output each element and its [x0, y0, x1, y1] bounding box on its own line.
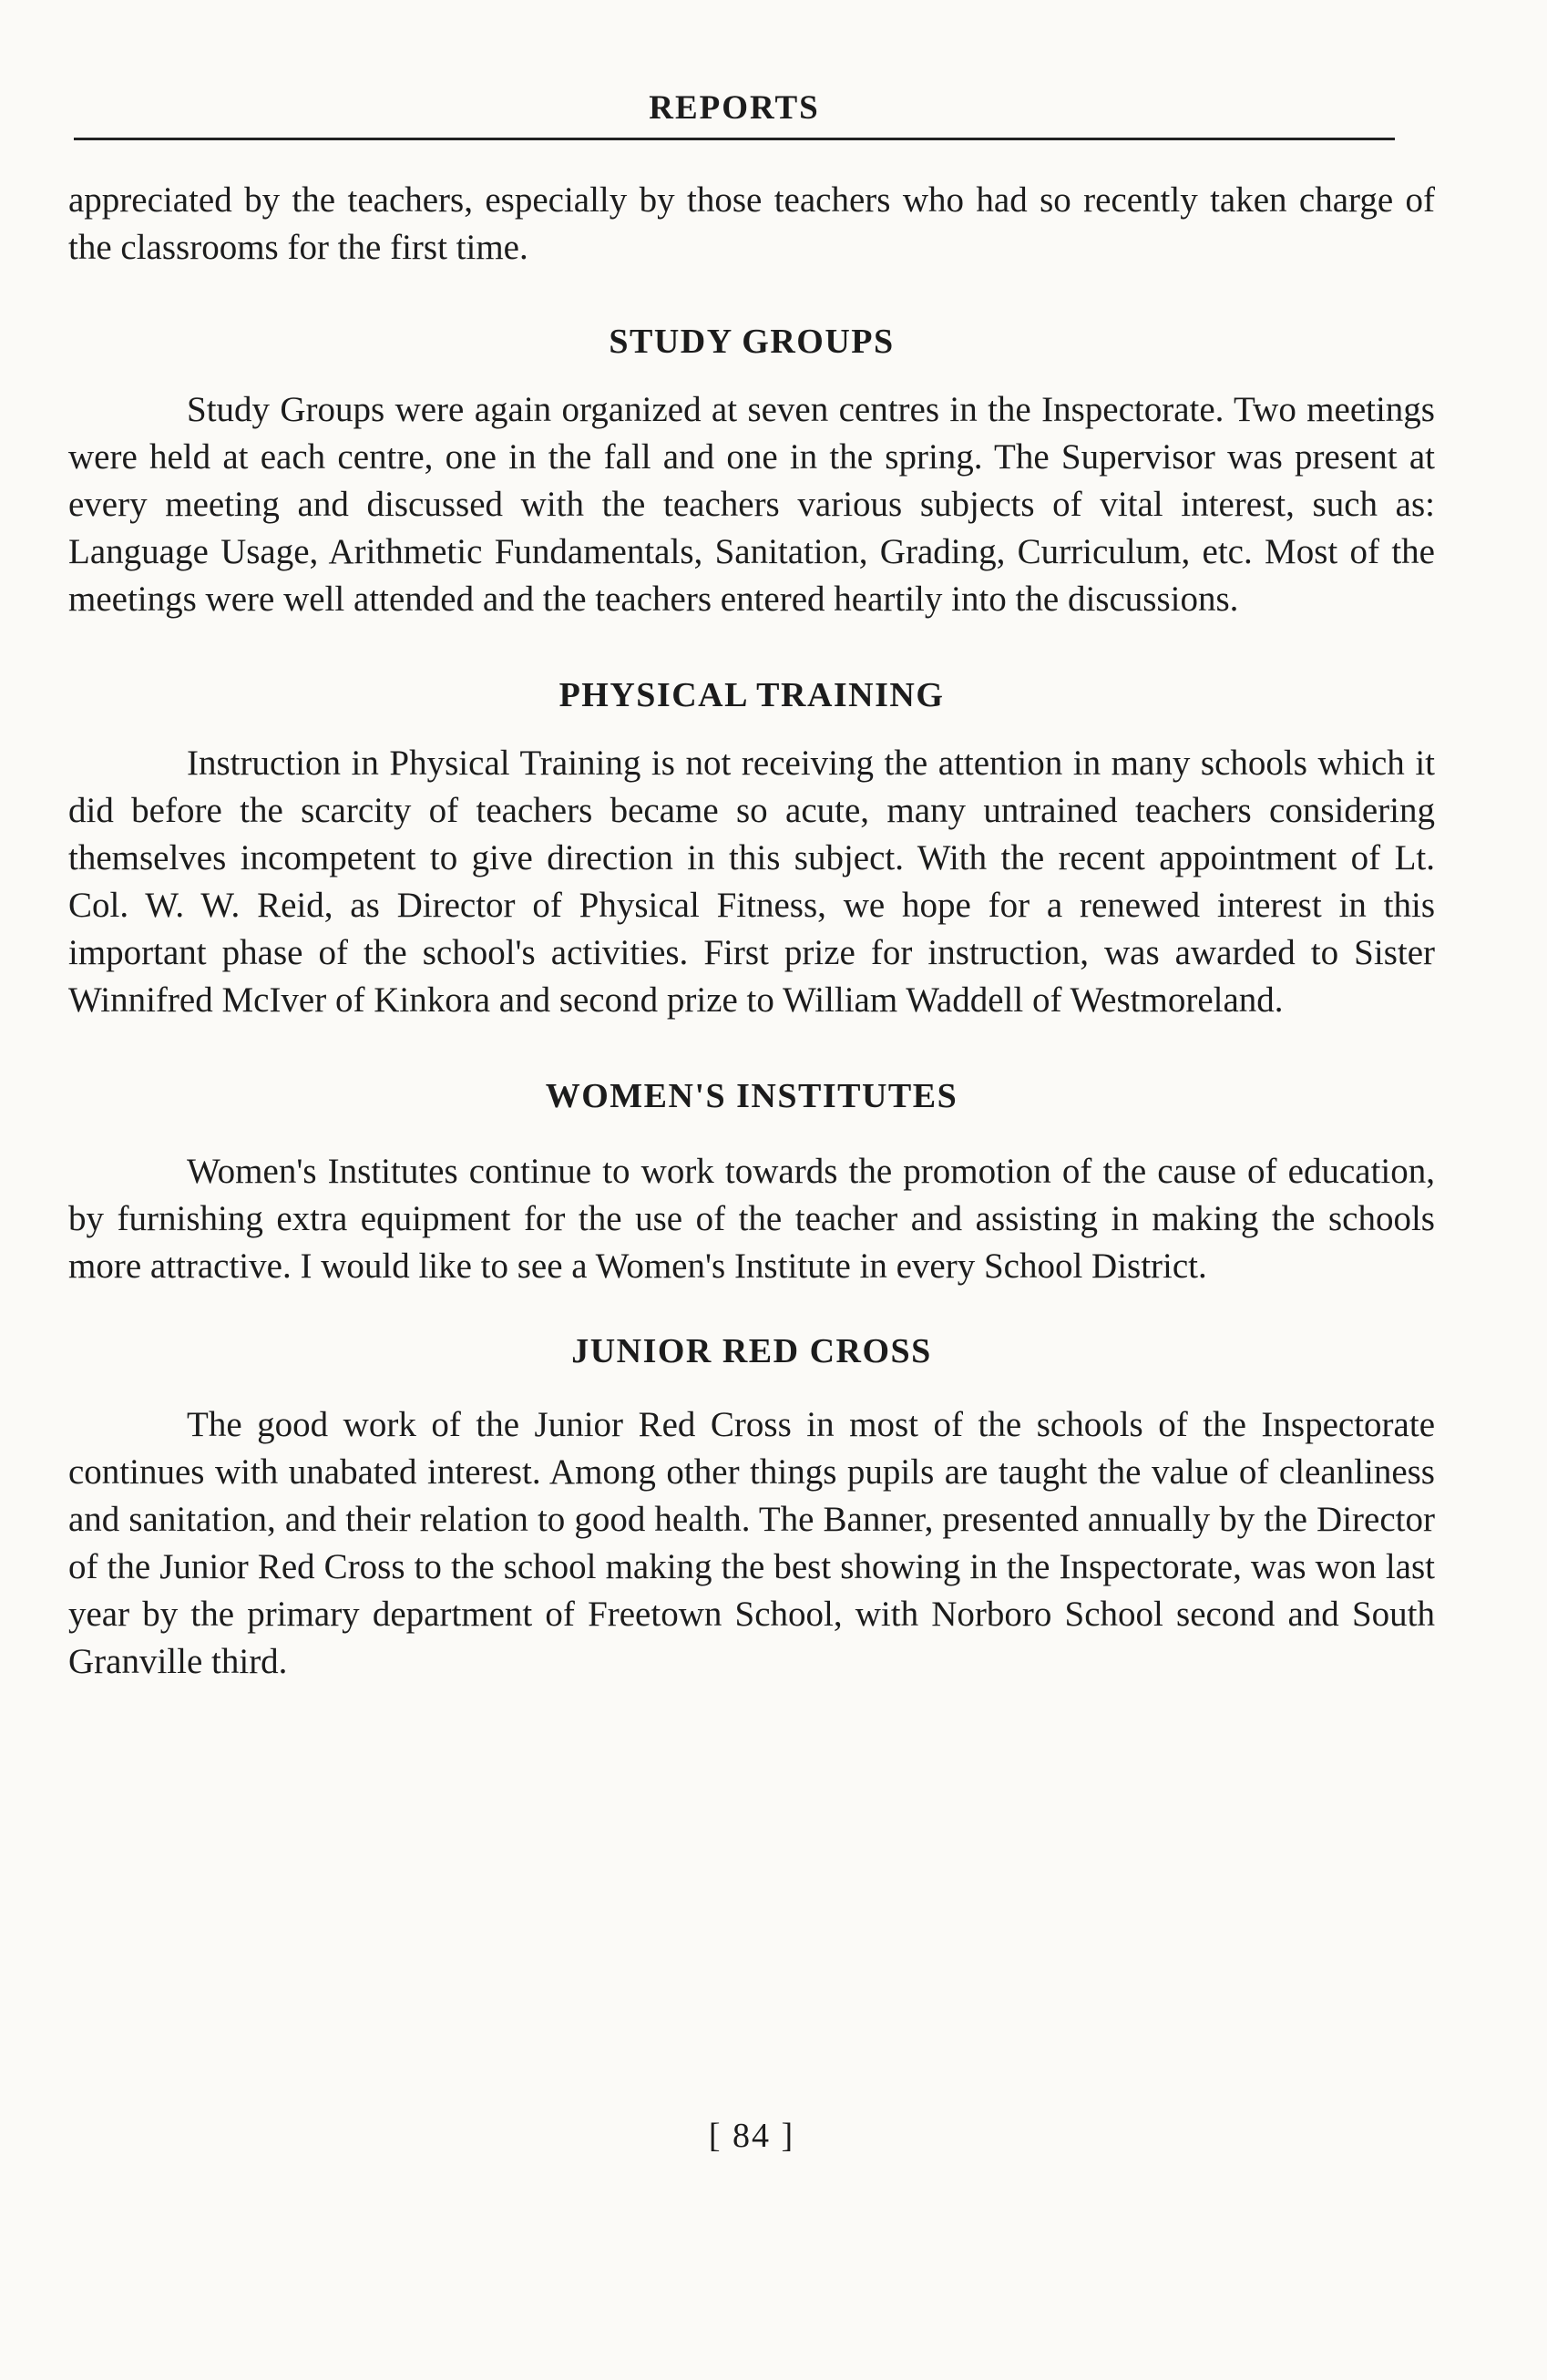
page-number: [ 84 ]: [708, 2117, 795, 2155]
running-head: REPORTS: [74, 91, 1395, 140]
paragraph-physical-training: Instruction in Physical Training is not receiving the attention in many schools which it did before the scarcity of teachers became so acute, many untrained teachers considering themselves incompetent to give direction in this subject. With the recent appointment of Lt. Col. W. W. Reid, as Director of Physical Fitness, we hope for a renewed interest in this important phase of the school's activities. First prize for instruction, was awarded to Sister Winnifred McIver of Kinkora and second prize to William Waddell of Westmoreland.: [68, 744, 1435, 1020]
paragraph-junior-red-cross: The good work of the Junior Red Cross in most of the schools of the Inspectorate continues with unabated interest. Among other things pupils are taught the value of cleanliness and sanitation, and their relation to good health. The Banner, presented annually by the Director of the Junior Red Cross to the school making the best showing in the Inspectorate, was won last year by the primary department of Freetown School, with Norboro School second and South Granville third.: [68, 1405, 1435, 1681]
page-content: [68, 91, 1435, 1686]
heading-womens-institutes: WOMEN'S INSTITUTES: [545, 1077, 958, 1115]
heading-physical-training: PHYSICAL TRAINING: [558, 676, 945, 714]
paragraph-study-groups: Study Groups were again organized at seven centres in the Inspectorate. Two meetings were held at each centre, one in the fall and one in the spring. The Supervisor was present at every meeting and discussed with the teachers various subjects of vital interest, such as: Language Usage, Arithmetic Fundamentals, Sanitation, Grading, Curriculum, etc. Most of the meetings were well attended and the teachers entered heartily into the discussions.: [68, 390, 1435, 619]
intro-paragraph: appreciated by the teachers, especially by those teachers who had so recently taken charge of the classrooms for the first time.: [68, 180, 1435, 267]
paragraph-womens-institutes: Women's Institutes continue to work towards the promotion of the cause of education, by furnishing extra equipment for the use of the teacher and assisting in making the schools more attractive. I would like to see a Women's Institute in every School District.: [68, 1152, 1435, 1286]
heading-study-groups: STUDY GROUPS: [609, 323, 895, 361]
heading-junior-red-cross: JUNIOR RED CROSS: [571, 1332, 932, 1370]
